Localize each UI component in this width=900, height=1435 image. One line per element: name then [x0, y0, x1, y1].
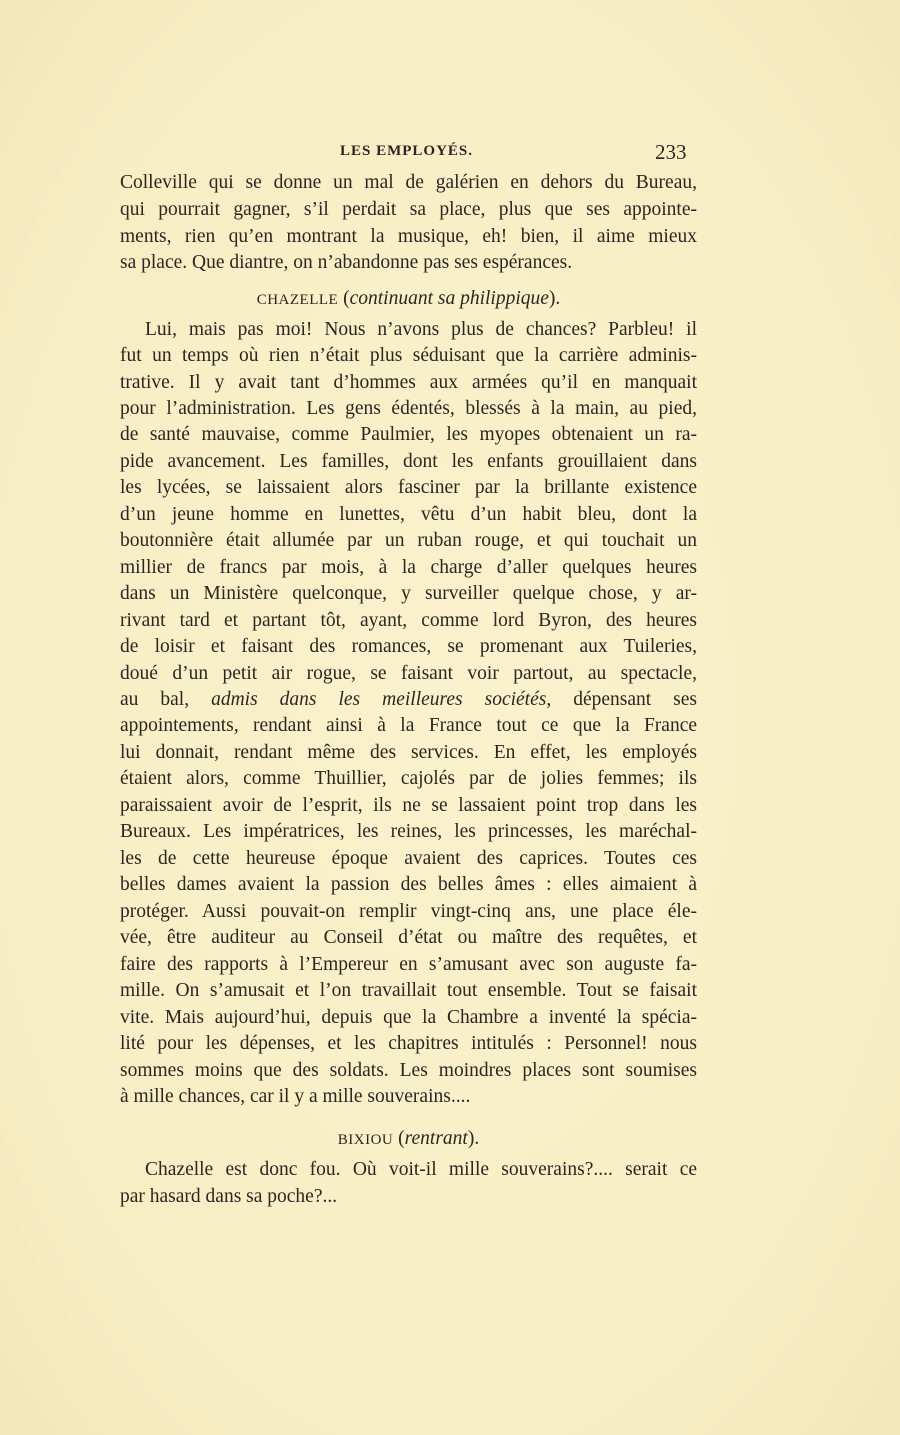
text-line — [120, 198, 697, 222]
speaker-name: CHAZELLE — [256, 292, 339, 308]
text-line — [120, 171, 697, 195]
text-line — [120, 423, 697, 447]
text-line — [120, 741, 697, 765]
text-segment: les de cette heureuse époque avaient des caprices. Toutes ces — [120, 848, 697, 869]
text-segment: boutonnière était allumée par un ruban rouge, et qui touchait un — [120, 530, 697, 551]
text-line — [120, 820, 697, 844]
text-segment: trative. Il y avait tant d’hommes aux armées qu’il en manquait — [120, 372, 697, 393]
text-line — [120, 476, 697, 500]
text-line — [120, 1085, 697, 1109]
text-line — [120, 582, 697, 606]
text-line — [120, 609, 697, 633]
text-line — [120, 714, 697, 738]
text-segment: faire des rapports à l’Empereur en s’amusant avec son auguste fa- — [120, 954, 697, 975]
speaker-heading: BIXIOU (rentrant). — [337, 1128, 480, 1149]
stage-direction: rentrant — [404, 1128, 468, 1149]
text-segment: sa place. Que diantre, on n’abandonne pas ses espérances. — [120, 252, 573, 273]
text-segment: pide avancement. Les familles, dont les enfants grouillaient dans — [120, 451, 697, 472]
text-line — [145, 1158, 697, 1182]
text-line — [120, 979, 697, 1003]
text-segment: de santé mauvaise, comme Paulmier, les myopes obtenaient un ra- — [120, 424, 697, 445]
text-segment: sommes moins que des soldats. Les moindres places sont soumises — [120, 1060, 697, 1081]
text-segment: au bal, — [120, 689, 212, 710]
text-line — [120, 251, 697, 275]
text-line — [120, 688, 697, 712]
text-segment: Bureaux. Les impératrices, les reines, les princesses, les maréchal- — [120, 821, 697, 842]
text-line — [120, 1059, 697, 1083]
text-line — [120, 450, 697, 474]
text-segment: doué d’un petit air rogue, se faisant voir partout, au spectacle, — [120, 663, 697, 684]
text-segment: belles dames avaient la passion des belles âmes : elles aimaient à — [120, 874, 697, 895]
text-line — [120, 767, 697, 791]
text-line — [120, 503, 697, 527]
text-line — [145, 318, 697, 342]
text-line — [120, 529, 697, 553]
text-segment: protéger. Aussi pouvait-on remplir vingt-cinq ans, une place éle- — [120, 901, 697, 922]
text-segment: paraissaient avoir de l’esprit, ils ne se lassaient point trop dans les — [120, 795, 697, 816]
text-line — [120, 225, 697, 249]
text-line — [120, 1185, 697, 1209]
text-segment: Chazelle est donc fou. Où voit-il mille souverains?.... serait ce — [145, 1159, 697, 1180]
text-segment: appointements, rendant ainsi à la France tout ce que la France — [120, 715, 697, 736]
text-line — [120, 1006, 697, 1030]
text-line — [120, 900, 697, 924]
text-segment: lité pour les dépenses, et les chapitres intitulés : Personnel! nous — [120, 1033, 697, 1054]
text-segment: rivant tard et partant tôt, ayant, comme lord Byron, des heures — [120, 610, 697, 631]
text-line — [120, 794, 697, 818]
text-segment: étaient alors, comme Thuillier, cajolés par de jolies femmes; ils — [120, 768, 697, 789]
text-segment: les lycées, se laissaient alors fasciner par la brillante existence — [120, 477, 697, 498]
italic-text: admis dans les meilleures sociétés — [211, 689, 547, 710]
speaker-name: BIXIOU — [337, 1132, 394, 1148]
text-line — [120, 635, 697, 659]
text-segment: millier de francs par mois, à la charge d’aller quelques heures — [120, 557, 697, 578]
text-segment: Lui, mais pas moi! Nous n’avons plus de chances? Parbleu! il — [145, 319, 697, 340]
speaker-heading: CHAZELLE (continuant sa philippique). — [256, 288, 561, 309]
text-segment: de loisir et faisant des romances, se promenant aux Tuileries, — [120, 636, 697, 657]
text-segment: , dépensant ses — [546, 689, 697, 710]
text-line — [120, 953, 697, 977]
text-segment: dans un Ministère quelconque, y surveiller quelque chose, y ar- — [120, 583, 697, 604]
text-segment: ments, rien qu’en montrant la musique, eh! bien, il aime mieux — [120, 226, 697, 247]
text-segment: mille. On s’amusait et l’on travaillait tout ensemble. Tout se faisait — [120, 980, 697, 1001]
text-segment: qui pourrait gagner, s’il perdait sa place, plus que ses appointe- — [120, 199, 697, 220]
text-segment: d’un jeune homme en lunettes, vêtu d’un habit bleu, dont la — [120, 504, 697, 525]
text-segment: à mille chances, car il y a mille souverains.... — [120, 1086, 471, 1107]
text-segment: fut un temps où rien n’était plus séduisant que la carrière adminis- — [120, 345, 697, 366]
text-line — [120, 873, 697, 897]
text-line — [120, 371, 697, 395]
text-segment: vée, être auditeur au Conseil d’état ou maître des requêtes, et — [120, 927, 697, 948]
text-segment: Colleville qui se donne un mal de galérien en dehors du Bureau, — [120, 172, 697, 193]
text-line — [120, 847, 697, 871]
text-segment: vite. Mais aujourd’hui, depuis que la Chambre a inventé la spécia- — [120, 1007, 697, 1028]
text-segment: pour l’administration. Les gens édentés, blessés à la main, au pied, — [120, 398, 697, 419]
text-line — [120, 662, 697, 686]
stage-direction: continuant sa philippique — [349, 288, 549, 309]
text-line — [120, 1032, 697, 1056]
page-number: 233 — [655, 140, 687, 164]
text-line — [120, 344, 697, 368]
running-title: LES EMPLOYÉS. — [340, 143, 474, 159]
text-segment: lui donnait, rendant même des services. En effet, les employés — [120, 742, 697, 763]
text-segment: par hasard dans sa poche?... — [120, 1186, 338, 1207]
text-line — [120, 926, 697, 950]
text-line — [120, 556, 697, 580]
text-line — [120, 397, 697, 421]
